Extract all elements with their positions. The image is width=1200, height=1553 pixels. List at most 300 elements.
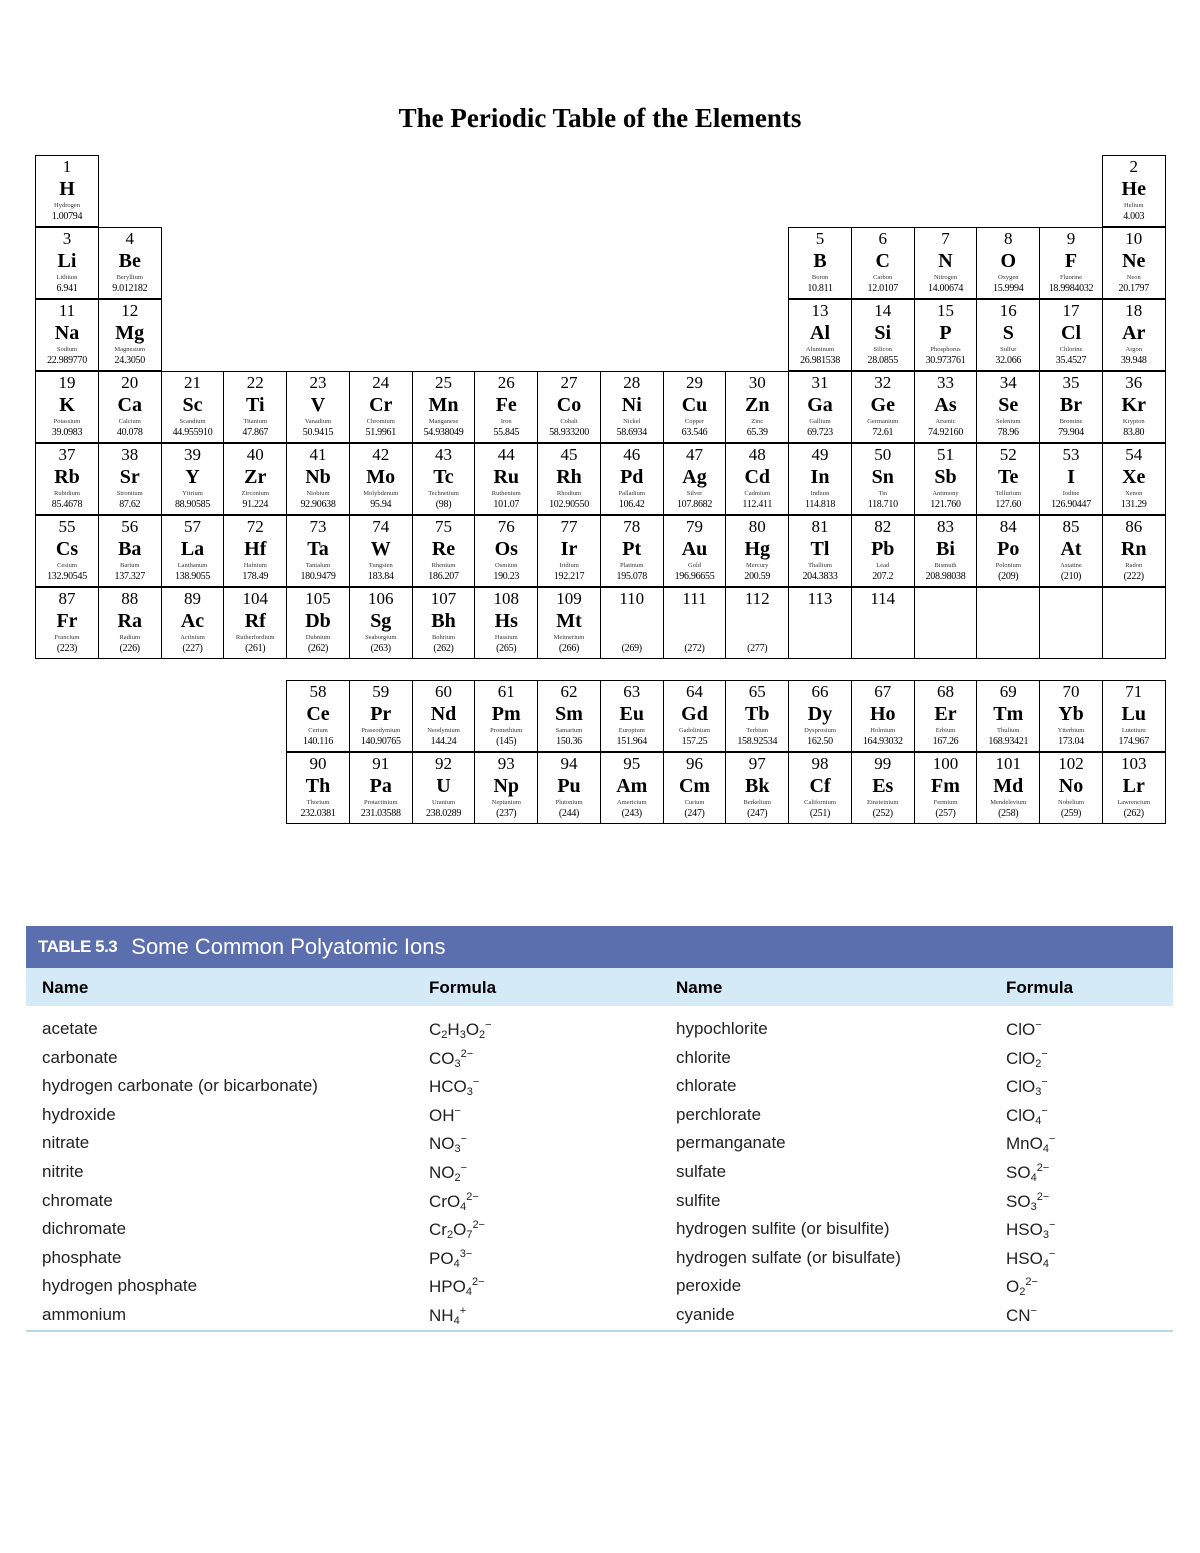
- ion-formula: $SO_3^{2-}$: [1006, 1190, 1050, 1213]
- element-name: Gold: [688, 562, 701, 569]
- atomic-mass: 231.03588: [360, 808, 401, 819]
- element-cell: [537, 371, 601, 443]
- atomic-number: 39: [184, 445, 201, 464]
- element-symbol: Sm: [555, 703, 583, 725]
- element-cell: [35, 443, 99, 515]
- element-cell: [663, 587, 727, 659]
- element-symbol: Rn: [1120, 538, 1147, 560]
- atomic-number: 11: [58, 301, 76, 320]
- ion-name: acetate: [42, 1019, 98, 1038]
- element-symbol: Re: [431, 538, 456, 560]
- ion-formula: $Cr_2O_7^{2-}$: [429, 1219, 485, 1242]
- atomic-mass: (265): [496, 643, 517, 654]
- element-symbol: Ge: [870, 394, 895, 416]
- element-symbol: In: [810, 466, 830, 488]
- element-name: Silicon: [873, 346, 892, 353]
- atomic-number: 68: [937, 682, 954, 701]
- atomic-number: 114: [870, 589, 896, 608]
- element-name: Europium: [618, 727, 645, 734]
- atomic-mass: 35.4527: [1055, 355, 1087, 366]
- element-cell: [725, 752, 789, 824]
- element-cell: [286, 443, 350, 515]
- element-name: Hassium: [494, 634, 518, 641]
- element-cell: [412, 752, 476, 824]
- atomic-number: 90: [309, 754, 327, 773]
- element-symbol: Th: [305, 775, 331, 797]
- element-cell: [35, 155, 99, 227]
- element-cell: [600, 443, 664, 515]
- atomic-mass: 32.066: [995, 355, 1022, 366]
- element-symbol: Ir: [560, 538, 578, 560]
- element-name: Nobelium: [1058, 799, 1084, 806]
- atomic-number: 26: [497, 373, 515, 392]
- element-name: Thorium: [306, 799, 330, 806]
- element-cell: [788, 227, 852, 299]
- atomic-number: 42: [372, 445, 390, 464]
- ion-formula: $HSO_3^-$: [1006, 1219, 1056, 1242]
- atomic-mass: 137.327: [114, 571, 145, 582]
- element-cell: [161, 515, 225, 587]
- atomic-number: 1: [62, 157, 72, 176]
- atomic-number: 99: [874, 754, 892, 773]
- atomic-number: 30: [748, 373, 766, 392]
- atomic-mass: (262): [307, 643, 329, 654]
- element-name: Americium: [616, 799, 647, 806]
- ion-formula: $SO_4^{2-}$: [1006, 1161, 1050, 1184]
- element-symbol: F: [1064, 250, 1078, 272]
- element-cell: [663, 371, 727, 443]
- element-name: Nickel: [623, 418, 641, 425]
- element-symbol: Kr: [1121, 394, 1146, 416]
- element-cell: [1102, 227, 1166, 299]
- element-cell: [286, 680, 350, 752]
- atomic-number: 78: [623, 517, 641, 536]
- element-name: Meitnerium: [553, 634, 585, 641]
- element-cell: [286, 587, 350, 659]
- atomic-number: 73: [309, 517, 327, 536]
- atomic-number: 57: [184, 517, 201, 536]
- element-name: Vanadium: [304, 418, 332, 425]
- element-name: Molybdenum: [363, 490, 399, 497]
- element-symbol: Cu: [681, 394, 708, 416]
- element-cell: [788, 752, 852, 824]
- element-name: Neon: [1126, 274, 1141, 281]
- element-cell: [35, 515, 99, 587]
- atomic-number: 59: [372, 682, 390, 701]
- table-caption: Some Common Polyatomic Ions: [131, 934, 446, 959]
- ion-formula: $CO_3^{2-}$: [429, 1047, 474, 1070]
- atomic-mass: 58.6934: [616, 427, 647, 438]
- element-symbol: Eu: [619, 703, 644, 725]
- atomic-number: 16: [999, 301, 1017, 320]
- element-name: Seaborgium: [365, 634, 397, 641]
- atomic-mass: 83.80: [1123, 427, 1145, 438]
- atomic-number: 84: [999, 517, 1017, 536]
- ion-name: perchlorate: [676, 1104, 762, 1124]
- element-name: Thulium: [997, 727, 1020, 734]
- element-symbol: Cs: [55, 538, 79, 560]
- ion-formula: CN−: [1006, 1304, 1037, 1325]
- element-symbol: Ca: [117, 394, 142, 416]
- element-symbol: Am: [616, 775, 648, 797]
- atomic-mass: (252): [872, 808, 893, 819]
- element-symbol: Po: [997, 538, 1020, 560]
- element-cell: [412, 443, 476, 515]
- atomic-number: 102: [1058, 754, 1084, 773]
- element-name: Rhodium: [556, 490, 582, 497]
- element-cell: [851, 587, 915, 659]
- element-cell: [788, 587, 852, 659]
- element-symbol: P: [939, 322, 952, 344]
- element-cell: [976, 299, 1040, 371]
- element-cell: [914, 680, 978, 752]
- atomic-number: 28: [623, 373, 641, 392]
- element-cell: [914, 752, 978, 824]
- element-symbol: Pb: [871, 538, 895, 560]
- atomic-number: 70: [1062, 682, 1080, 701]
- atomic-number: 15: [937, 301, 954, 320]
- atomic-mass: 238.0289: [425, 808, 462, 819]
- element-name: Uranium: [431, 799, 456, 806]
- atomic-number: 53: [1062, 445, 1080, 464]
- atomic-number: 88: [121, 589, 139, 608]
- atomic-mass: 95.94: [370, 499, 392, 510]
- atomic-number: 41: [309, 445, 327, 464]
- atomic-mass: 87.62: [119, 499, 141, 510]
- atomic-mass: 118.710: [867, 499, 898, 510]
- element-cell: [1102, 587, 1166, 659]
- atomic-mass: (266): [558, 643, 580, 654]
- table-bottom-rule: [26, 1330, 1173, 1332]
- element-symbol: Ra: [117, 610, 142, 632]
- element-cell: [98, 515, 162, 587]
- element-cell: [914, 227, 978, 299]
- atomic-number: 65: [748, 682, 766, 701]
- atomic-number: 82: [874, 517, 892, 536]
- element-cell: [35, 299, 99, 371]
- element-symbol: C: [875, 250, 890, 272]
- element-symbol: Si: [874, 322, 892, 344]
- element-cell: [161, 587, 225, 659]
- element-cell: [537, 443, 601, 515]
- element-cell: [223, 587, 287, 659]
- element-name: Xenon: [1125, 490, 1143, 497]
- ion-formula: ClO$_3$−: [1006, 1076, 1048, 1099]
- atomic-mass: 51.9961: [365, 427, 396, 438]
- atomic-mass: 20.1797: [1118, 283, 1149, 294]
- element-cell: [161, 371, 225, 443]
- element-cell: [725, 443, 789, 515]
- element-name: Lithium: [56, 274, 78, 281]
- atomic-mass: 168.93421: [988, 736, 1029, 747]
- element-cell: [35, 227, 99, 299]
- element-symbol: At: [1060, 538, 1082, 560]
- element-cell: [412, 680, 476, 752]
- element-symbol: I: [1067, 466, 1075, 488]
- page-title: The Periodic Table of the Elements: [398, 103, 802, 133]
- element-cell: [976, 752, 1040, 824]
- element-cell: [600, 680, 664, 752]
- atomic-mass: 9.012182: [112, 283, 148, 294]
- atomic-number: 2: [1129, 157, 1138, 176]
- element-name: Antimony: [932, 490, 959, 497]
- element-name: Scandium: [179, 418, 206, 425]
- atomic-number: 56: [121, 517, 139, 536]
- atomic-mass: 85.4678: [51, 499, 83, 510]
- element-symbol: Hf: [244, 538, 267, 560]
- element-name: Terbium: [746, 727, 769, 734]
- element-cell: [349, 371, 413, 443]
- atomic-number: 69: [999, 682, 1017, 701]
- element-cell: [223, 515, 287, 587]
- element-cell: [474, 680, 538, 752]
- atomic-number: 80: [748, 517, 766, 536]
- element-name: Nitrogen: [933, 274, 958, 281]
- element-cell: [1039, 752, 1103, 824]
- atomic-mass: 91.224: [242, 499, 269, 510]
- element-name: Ytterbium: [1057, 727, 1085, 734]
- table-row: [26, 1216, 1173, 1245]
- table-label: TABLE 5.3: [38, 937, 118, 956]
- atomic-number: 98: [811, 754, 829, 773]
- atomic-number: 113: [807, 589, 833, 608]
- atomic-mass: 174.967: [1118, 736, 1149, 747]
- element-symbol: V: [310, 394, 326, 416]
- polyatomic-ion-table: [26, 926, 1173, 1331]
- ion-formula: $PO_4^{3-}$: [429, 1247, 473, 1270]
- ion-formula: $C_2H_3O_2^-$: [429, 1019, 492, 1041]
- ion-name: peroxide: [676, 1276, 742, 1296]
- atomic-mass: 186.207: [428, 571, 459, 582]
- atomic-number: 64: [686, 682, 703, 701]
- element-name: Gallium: [809, 418, 831, 425]
- element-name: Rubidium: [53, 490, 80, 497]
- atomic-number: 17: [1062, 301, 1080, 320]
- element-symbol: Hs: [494, 610, 518, 632]
- element-cell: [1039, 227, 1103, 299]
- column-header-name: Name: [42, 978, 89, 997]
- element-name: Manganese: [428, 418, 459, 425]
- element-cell: [914, 515, 978, 587]
- element-cell: [788, 299, 852, 371]
- element-name: Osmium: [495, 562, 518, 569]
- atomic-mass: 79.904: [1058, 427, 1084, 438]
- atomic-number: 103: [1121, 754, 1147, 773]
- element-cell: [851, 299, 915, 371]
- atomic-mass: 72.61: [872, 427, 894, 438]
- atomic-mass: (243): [621, 808, 642, 819]
- element-symbol: Ta: [307, 538, 329, 560]
- atomic-number: 45: [560, 445, 578, 464]
- element-cell: [349, 443, 413, 515]
- element-cell: [1102, 515, 1166, 587]
- element-cell: [914, 371, 978, 443]
- element-cell: [537, 515, 601, 587]
- ion-name: chromate: [42, 1190, 113, 1210]
- element-symbol: Te: [998, 466, 1019, 488]
- atomic-number: 52: [999, 445, 1017, 464]
- element-name: Germanium: [867, 418, 899, 425]
- element-name: Arsenic: [935, 418, 956, 425]
- element-name: Promethium: [490, 727, 523, 734]
- atomic-number: 43: [435, 445, 452, 464]
- table-row: [26, 1188, 1173, 1217]
- element-symbol: Pd: [620, 466, 644, 488]
- element-name: Radium: [119, 634, 141, 641]
- element-symbol: Cl: [1061, 322, 1081, 344]
- element-symbol: Sn: [871, 466, 894, 488]
- element-symbol: Sc: [182, 394, 203, 416]
- element-cell: [976, 371, 1040, 443]
- element-symbol: Hg: [744, 538, 771, 560]
- ion-name: hydroxide: [42, 1104, 116, 1124]
- element-symbol: Nd: [430, 703, 457, 725]
- atomic-number: 29: [686, 373, 703, 392]
- element-symbol: Cm: [678, 775, 711, 797]
- element-cell: [851, 515, 915, 587]
- atomic-mass: (222): [1123, 571, 1144, 582]
- element-cell: [223, 371, 287, 443]
- atomic-mass: (272): [684, 643, 705, 654]
- atomic-number: 95: [623, 754, 641, 773]
- element-symbol: Pm: [491, 703, 521, 725]
- element-symbol: Mg: [115, 322, 145, 344]
- element-cell: [663, 515, 727, 587]
- element-cell: [474, 371, 538, 443]
- ion-name: nitrate: [42, 1133, 90, 1153]
- element-cell: [349, 515, 413, 587]
- atomic-mass: 121.760: [930, 499, 961, 510]
- atomic-number: 24: [372, 373, 390, 392]
- element-cell: [1102, 299, 1166, 371]
- element-symbol: Pt: [622, 538, 642, 560]
- atomic-number: 106: [368, 589, 394, 608]
- element-name: Lanthanum: [177, 562, 208, 569]
- ion-formula: $NO_3^-$: [429, 1133, 468, 1156]
- ion-name: nitrite: [42, 1161, 84, 1181]
- atomic-mass: (262): [1123, 808, 1144, 819]
- element-cell: [851, 443, 915, 515]
- element-symbol: Br: [1059, 394, 1083, 416]
- atomic-number: 85: [1062, 517, 1080, 536]
- table-row: [26, 1016, 1173, 1045]
- atomic-number: 32: [874, 373, 892, 392]
- element-name: Aluminum: [805, 346, 835, 353]
- element-cell: [914, 443, 978, 515]
- atomic-number: 10: [1125, 229, 1143, 248]
- element-name: Lead: [876, 562, 890, 569]
- atomic-number: 9: [1066, 229, 1076, 248]
- atomic-number: 37: [58, 445, 76, 464]
- atomic-number: 21: [184, 373, 201, 392]
- element-name: Samarium: [555, 727, 583, 734]
- element-name: Ruthenium: [491, 490, 521, 497]
- element-symbol: Os: [494, 538, 518, 560]
- atomic-number: 112: [744, 589, 770, 608]
- element-cell: [976, 227, 1040, 299]
- element-cell: [725, 515, 789, 587]
- element-cell: [851, 371, 915, 443]
- element-name: Cobalt: [560, 418, 578, 425]
- element-symbol: Mn: [428, 394, 459, 416]
- element-name: Neptunium: [491, 799, 521, 806]
- element-cell: [98, 443, 162, 515]
- element-name: Niobium: [306, 490, 330, 497]
- atomic-mass: 112.411: [742, 499, 773, 510]
- atomic-number: 27: [560, 373, 578, 392]
- element-name: Thallium: [808, 562, 832, 569]
- atomic-mass: (258): [998, 808, 1019, 819]
- atomic-mass: 65.39: [746, 427, 768, 438]
- column-header-formula: Formula: [429, 978, 497, 997]
- atomic-mass: 140.90765: [360, 736, 401, 747]
- atomic-mass: (269): [621, 643, 642, 654]
- atomic-number: 76: [497, 517, 515, 536]
- atomic-number: 86: [1125, 517, 1143, 536]
- atomic-mass: 140.116: [302, 736, 334, 747]
- ion-name: phosphate: [42, 1247, 122, 1267]
- element-cell: [286, 371, 350, 443]
- element-cell: [1039, 680, 1103, 752]
- atomic-number: 75: [435, 517, 452, 536]
- atomic-mass: 144.24: [430, 736, 457, 747]
- atomic-number: 40: [246, 445, 264, 464]
- element-cell: [788, 515, 852, 587]
- element-cell: [600, 515, 664, 587]
- element-symbol: Ce: [306, 703, 330, 725]
- atomic-mass: (263): [370, 643, 391, 654]
- element-name: Strontium: [116, 490, 143, 497]
- atomic-mass: 14.00674: [927, 283, 964, 294]
- element-symbol: Rb: [54, 466, 80, 488]
- atomic-number: 48: [748, 445, 766, 464]
- element-name: Polonium: [995, 562, 1021, 569]
- atomic-number: 97: [748, 754, 766, 773]
- atomic-mass: 131.29: [1120, 499, 1147, 510]
- atomic-number: 107: [430, 589, 457, 608]
- ion-name: carbonate: [42, 1047, 118, 1067]
- atomic-mass: 1.00794: [51, 211, 83, 222]
- element-symbol: He: [1121, 178, 1146, 200]
- element-symbol: Cd: [744, 466, 771, 488]
- atomic-number: 22: [246, 373, 264, 392]
- element-cell: [851, 227, 915, 299]
- ion-name: sulfate: [676, 1161, 727, 1181]
- atomic-number: 7: [941, 229, 950, 248]
- atomic-number: 96: [686, 754, 703, 773]
- atomic-number: 63: [623, 682, 641, 701]
- element-symbol: Md: [993, 775, 1024, 797]
- atomic-number: 23: [309, 373, 327, 392]
- element-name: Dubnium: [305, 634, 331, 641]
- table-row: [26, 1302, 1173, 1331]
- atomic-mass: 28.0855: [867, 355, 898, 366]
- element-name: Tantalum: [305, 562, 331, 569]
- element-cell: [663, 443, 727, 515]
- element-name: Beryllium: [116, 274, 143, 281]
- atomic-number: 4: [125, 229, 134, 248]
- table-row: [26, 1273, 1173, 1302]
- element-name: Mendelevium: [990, 799, 1027, 806]
- atomic-mass: 151.964: [616, 736, 647, 747]
- element-symbol: N: [938, 250, 953, 272]
- atomic-mass: 195.078: [616, 571, 647, 582]
- element-name: Krypton: [1122, 418, 1145, 425]
- atomic-mass: 40.078: [116, 427, 143, 438]
- atomic-mass: 208.98038: [925, 571, 966, 582]
- atomic-mass: (247): [747, 808, 768, 819]
- element-name: Holmium: [870, 727, 896, 734]
